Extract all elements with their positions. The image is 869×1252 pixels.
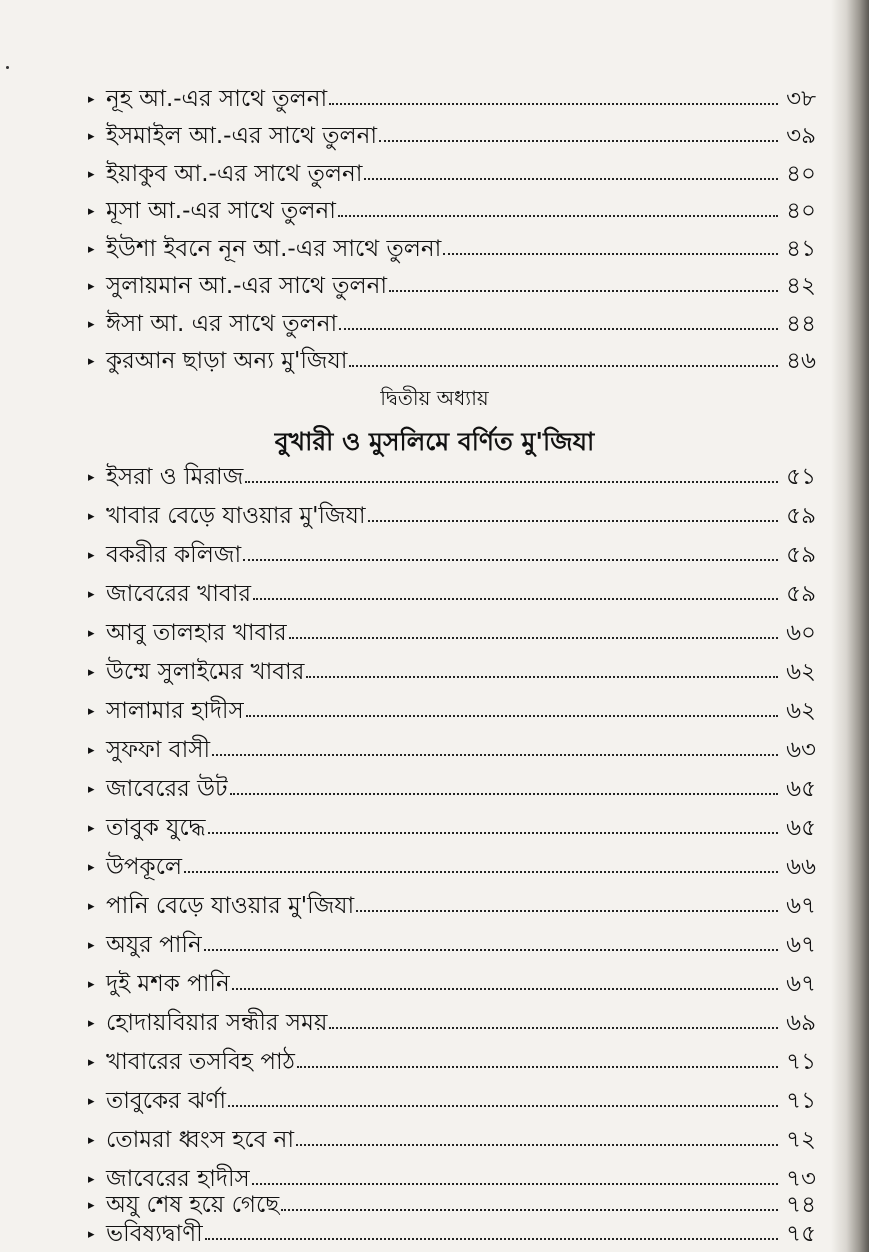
toc-entry-page: ৭১ xyxy=(786,1088,816,1114)
triangle-right-icon: ▸ xyxy=(88,860,95,875)
toc-entry-title: ইসমাইল আ.-এর সাথে তুলনা xyxy=(106,123,378,149)
toc-entry[interactable] xyxy=(88,340,816,376)
toc-entry-title: কুরআন ছাড়া অন্য মু'জিযা xyxy=(106,348,348,374)
triangle-right-icon: ▸ xyxy=(88,782,95,797)
toc-entry-page: ৬৫ xyxy=(786,776,816,802)
triangle-right-icon: ▸ xyxy=(88,743,95,758)
toc-entry[interactable] xyxy=(88,573,816,609)
triangle-right-icon: ▸ xyxy=(88,1094,95,1109)
toc-entry-title: উম্মে সুলাইমের খাবার xyxy=(106,659,305,685)
toc-entry[interactable] xyxy=(88,228,816,264)
triangle-right-icon: ▸ xyxy=(88,167,95,182)
triangle-right-icon: ▸ xyxy=(88,977,95,992)
dot-leader xyxy=(208,832,779,834)
dot-leader xyxy=(212,754,778,756)
toc-entry[interactable] xyxy=(88,1119,816,1155)
toc-entry[interactable] xyxy=(88,1213,816,1249)
toc-entry-page: ৬২ xyxy=(786,659,816,685)
toc-entry-title: খাবার বেড়ে যাওয়ার মু'জিযা xyxy=(106,503,366,529)
dot-leader xyxy=(246,715,778,717)
toc-entry-title: ইউশা ইবনে নূন আ.-এর সাথে তুলনা xyxy=(106,236,442,262)
dot-leader xyxy=(379,140,778,142)
triangle-right-icon: ▸ xyxy=(88,470,95,485)
dot-leader xyxy=(184,871,778,873)
toc-entry[interactable] xyxy=(88,846,816,882)
toc-entry-title: ঈসা আ. এর সাথে তুলনা xyxy=(106,311,338,337)
triangle-right-icon: ▸ xyxy=(88,509,95,524)
toc-entry-title: ইয়াকুব আ.-এর সাথে তুলনা xyxy=(106,161,363,187)
toc-entry[interactable] xyxy=(88,885,816,921)
triangle-right-icon: ▸ xyxy=(88,587,95,602)
toc-entry-title: জাবেরের উট xyxy=(106,776,228,802)
toc-entry-page: ৬০ xyxy=(786,620,816,646)
toc-entry-title: পানি বেড়ে যাওয়ার মু'জিযা xyxy=(106,893,355,919)
dot-leader xyxy=(364,178,778,180)
toc-entry-title: অযু শেষ হয়ে গেছে xyxy=(106,1192,280,1218)
toc-entry-title: উপকূলে xyxy=(106,854,182,880)
toc-entry[interactable] xyxy=(88,963,816,999)
toc-entry-page: ৬৭ xyxy=(786,932,816,958)
toc-entry-page: ৭২ xyxy=(786,1127,816,1153)
triangle-right-icon: ▸ xyxy=(88,129,95,144)
toc-entry-title: খাবারের তসবিহ পাঠ xyxy=(106,1049,295,1075)
toc-entry[interactable] xyxy=(88,807,816,843)
toc-entry-page: ৬২ xyxy=(786,698,816,724)
triangle-right-icon: ▸ xyxy=(88,317,95,332)
toc-entry-page: ৫৯ xyxy=(786,503,816,529)
triangle-right-icon: ▸ xyxy=(88,938,95,953)
triangle-right-icon: ▸ xyxy=(88,1133,95,1148)
triangle-right-icon: ▸ xyxy=(88,279,95,294)
triangle-right-icon: ▸ xyxy=(88,704,95,719)
toc-entry-page: ৪১ xyxy=(786,236,816,262)
dot-leader xyxy=(338,215,778,217)
toc-entry-title: তাবুক যুদ্ধে xyxy=(106,815,206,841)
toc-entry-title: মূসা আ.-এর সাথে তুলনা xyxy=(106,198,336,224)
toc-entry-page: ৪২ xyxy=(786,273,816,299)
triangle-right-icon: ▸ xyxy=(88,1172,95,1187)
toc-entry[interactable] xyxy=(88,78,816,114)
toc-entry-title: আবু তালহার খাবার xyxy=(106,620,287,646)
toc-entry[interactable] xyxy=(88,190,816,226)
toc-entry-title: ইসরা ও মিরাজ xyxy=(106,464,244,490)
toc-entry-page: ৬৭ xyxy=(786,893,816,919)
dot-leader xyxy=(289,637,778,639)
dot-leader xyxy=(205,1238,778,1240)
triangle-right-icon: ▸ xyxy=(88,548,95,563)
triangle-right-icon: ▸ xyxy=(88,92,95,107)
toc-entry[interactable] xyxy=(88,924,816,960)
dot-leader xyxy=(204,949,778,951)
chapter-title: বুখারী ও মুসলিমে বর্ণিত মু'জিযা xyxy=(274,427,595,456)
toc-entry-page: ৬৯ xyxy=(786,1010,816,1036)
toc-entry[interactable] xyxy=(88,534,816,570)
triangle-right-icon: ▸ xyxy=(88,354,95,369)
dot-leader xyxy=(356,910,778,912)
toc-entry-title: ভবিষ্যদ্বাণী xyxy=(106,1221,203,1247)
dot-leader xyxy=(297,1066,778,1068)
triangle-right-icon: ▸ xyxy=(88,665,95,680)
dot-leader xyxy=(349,365,778,367)
triangle-right-icon: ▸ xyxy=(88,821,95,836)
toc-entry-title: হোদায়বিয়ার সন্ধীর সময় xyxy=(106,1010,328,1036)
dot-leader xyxy=(228,1105,778,1107)
dot-leader xyxy=(339,328,778,330)
chapter-label: দ্বিতীয় অধ্যায় xyxy=(380,386,489,410)
dot-leader xyxy=(329,103,778,105)
toc-entry-title: অযুর পানি xyxy=(106,932,202,958)
toc-entry[interactable] xyxy=(88,768,816,804)
toc-entry-page: ৫৯ xyxy=(786,542,816,568)
toc-entry[interactable] xyxy=(88,153,816,189)
dot-leader xyxy=(329,1027,778,1029)
toc-entry-page: ৫৯ xyxy=(786,581,816,607)
toc-entry-title: নূহ আ.-এর সাথে তুলনা xyxy=(106,86,328,112)
toc-entry-page: ৭৩ xyxy=(786,1166,816,1192)
toc-entry-page: ৪৪ xyxy=(786,311,816,337)
dot-leader xyxy=(368,520,778,522)
toc-entry-title: সুলায়মান আ.-এর সাথে তুলনা xyxy=(106,273,388,299)
toc-entry[interactable] xyxy=(88,303,816,339)
triangle-right-icon: ▸ xyxy=(88,204,95,219)
triangle-right-icon: ▸ xyxy=(88,626,95,641)
toc-entry-title: সালামার হাদীস xyxy=(106,698,244,724)
toc-entry-page: ৪৬ xyxy=(786,348,816,374)
toc-entry-page: ৩৯ xyxy=(786,123,816,149)
toc-entry[interactable] xyxy=(88,1080,816,1116)
toc-entry-title: সুফফা বাসী xyxy=(106,737,211,763)
dot-leader xyxy=(243,559,778,561)
toc-entry-page: ৪০ xyxy=(786,161,816,187)
toc-entry[interactable] xyxy=(88,1002,816,1038)
triangle-right-icon: ▸ xyxy=(88,1016,95,1031)
toc-entry-page: ৩৮ xyxy=(786,86,816,112)
toc-entry-title: দুই মশক পানি xyxy=(106,971,230,997)
toc-entry-page: ৬৬ xyxy=(786,854,816,880)
toc-entry[interactable] xyxy=(88,115,816,151)
toc-entry[interactable] xyxy=(88,729,816,765)
toc-entry[interactable] xyxy=(88,612,816,648)
toc-entry-title: বকরীর কলিজা xyxy=(106,542,242,568)
toc-entry[interactable] xyxy=(88,456,816,492)
toc-entry-title: তোমরা ধ্বংস হবে না xyxy=(106,1127,295,1153)
toc-entry[interactable] xyxy=(88,495,816,531)
toc-entry-page: ৬৩ xyxy=(786,737,816,763)
dot-leader xyxy=(306,676,778,678)
dot-leader xyxy=(389,290,778,292)
toc-entry-title: জাবেরের হাদীস xyxy=(106,1166,250,1192)
dot-leader xyxy=(296,1144,778,1146)
toc-entry-page: ৪০ xyxy=(786,198,816,224)
toc-entry-page: ৭১ xyxy=(786,1049,816,1075)
triangle-right-icon: ▸ xyxy=(88,1227,95,1242)
toc-entry-page: ৫১ xyxy=(786,464,816,490)
toc-entry[interactable] xyxy=(88,651,816,687)
toc-entry-page: ৬৭ xyxy=(786,971,816,997)
dot-leader xyxy=(253,598,778,600)
toc-entry-title: জাবেরের খাবার xyxy=(106,581,252,607)
toc-entry[interactable] xyxy=(88,1041,816,1077)
dot-leader xyxy=(443,253,778,255)
triangle-right-icon: ▸ xyxy=(88,899,95,914)
triangle-right-icon: ▸ xyxy=(88,1055,95,1070)
toc-entry[interactable] xyxy=(88,690,816,726)
triangle-right-icon: ▸ xyxy=(88,1198,95,1213)
toc-entry[interactable] xyxy=(88,265,816,301)
toc-entry-page: ৭৫ xyxy=(786,1221,816,1247)
dot-leader xyxy=(245,481,778,483)
triangle-right-icon: ▸ xyxy=(88,242,95,257)
toc-entry-page: ৭৪ xyxy=(786,1192,816,1218)
dot-leader xyxy=(230,793,778,795)
dot-leader xyxy=(232,988,778,990)
dot-leader xyxy=(281,1209,778,1211)
toc-entry-title: তাবুকের ঝর্ণা xyxy=(106,1088,227,1114)
toc-entry-page: ৬৫ xyxy=(786,815,816,841)
